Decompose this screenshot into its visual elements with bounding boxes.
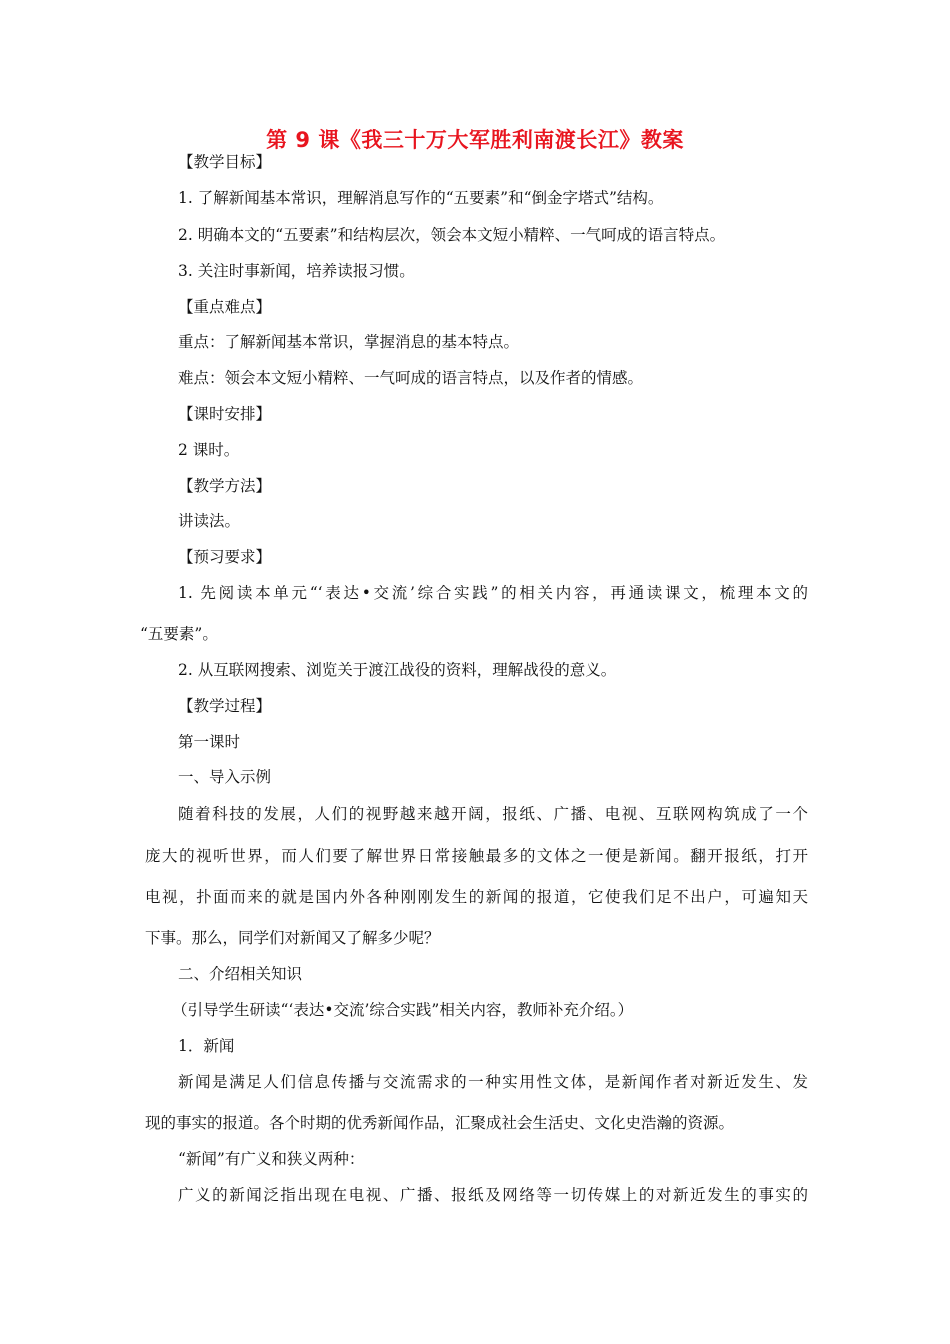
paragraph-line: “五要素”。 [140, 625, 218, 643]
paragraph-line: 1. 先阅读本单元“‘表达•交流’综合实践”的相关内容，再通读课文，梳理本文的 [178, 584, 808, 602]
paragraph-line: 二、介绍相关知识 [178, 965, 303, 983]
document-title: 第 9 课《我三十万大军胜利南渡长江》教案 [266, 128, 684, 152]
paragraph-line: 第一课时 [178, 733, 241, 751]
paragraph-line: 随着科技的发展，人们的视野越来越开阔，报纸、广播、电视、互联网构筑成了一个 [178, 805, 808, 823]
heading-method: 【教学方法】 [178, 477, 272, 495]
heading-process: 【教学过程】 [178, 697, 272, 715]
paragraph-line: 2 课时。 [178, 441, 240, 459]
heading-schedule: 【课时安排】 [178, 405, 272, 423]
paragraph-line: 1．新闻 [178, 1037, 235, 1055]
heading-teaching-goals: 【教学目标】 [178, 153, 272, 171]
paragraph-line: 3. 关注时事新闻，培养读报习惯。 [178, 262, 415, 280]
paragraph-line: “新闻”有广义和狭义两种： [178, 1150, 365, 1168]
paragraph-line: 广义的新闻泛指出现在电视、广播、报纸及网络等一切传媒上的对新近发生的事实的 [178, 1186, 808, 1204]
paragraph-line: 庞大的视听世界，而人们要了解世界日常接触最多的文体之一便是新闻。翻开报纸，打开 [145, 847, 808, 865]
paragraph-line: 2. 明确本文的“五要素”和结构层次，领会本文短小精粹、一气呵成的语言特点。 [178, 226, 726, 244]
paragraph-line: 重点：了解新闻基本常识，掌握消息的基本特点。 [178, 333, 520, 351]
heading-key-points: 【重点难点】 [178, 298, 272, 316]
paragraph-line: （引导学生研读“‘表达•交流’综合实践”相关内容，教师补充介绍。） [172, 1001, 634, 1019]
paragraph-line: 下事。那么，同学们对新闻又了解多少呢？ [145, 929, 440, 947]
heading-preview: 【预习要求】 [178, 548, 272, 566]
paragraph-line: 2. 从互联网搜索、浏览关于渡江战役的资料，理解战役的意义。 [178, 661, 617, 679]
paragraph-line: 电视，扑面而来的就是国内外各种刚刚发生的新闻的报道，它使我们足不出户，可遍知天 [145, 888, 808, 906]
paragraph-line: 讲读法。 [178, 512, 241, 530]
paragraph-line: 一、导入示例 [178, 768, 272, 786]
paragraph-line: 现的事实的报道。各个时期的优秀新闻作品，汇聚成社会生活史、文化史浩瀚的资源。 [145, 1114, 735, 1132]
paragraph-line: 新闻是满足人们信息传播与交流需求的一种实用性文体，是新闻作者对新近发生、发 [178, 1073, 808, 1091]
paragraph-line: 1. 了解新闻基本常识，理解消息写作的“五要素”和“倒金字塔式”结构。 [178, 189, 664, 207]
paragraph-line: 难点：领会本文短小精粹、一气呵成的语言特点，以及作者的情感。 [178, 369, 644, 387]
